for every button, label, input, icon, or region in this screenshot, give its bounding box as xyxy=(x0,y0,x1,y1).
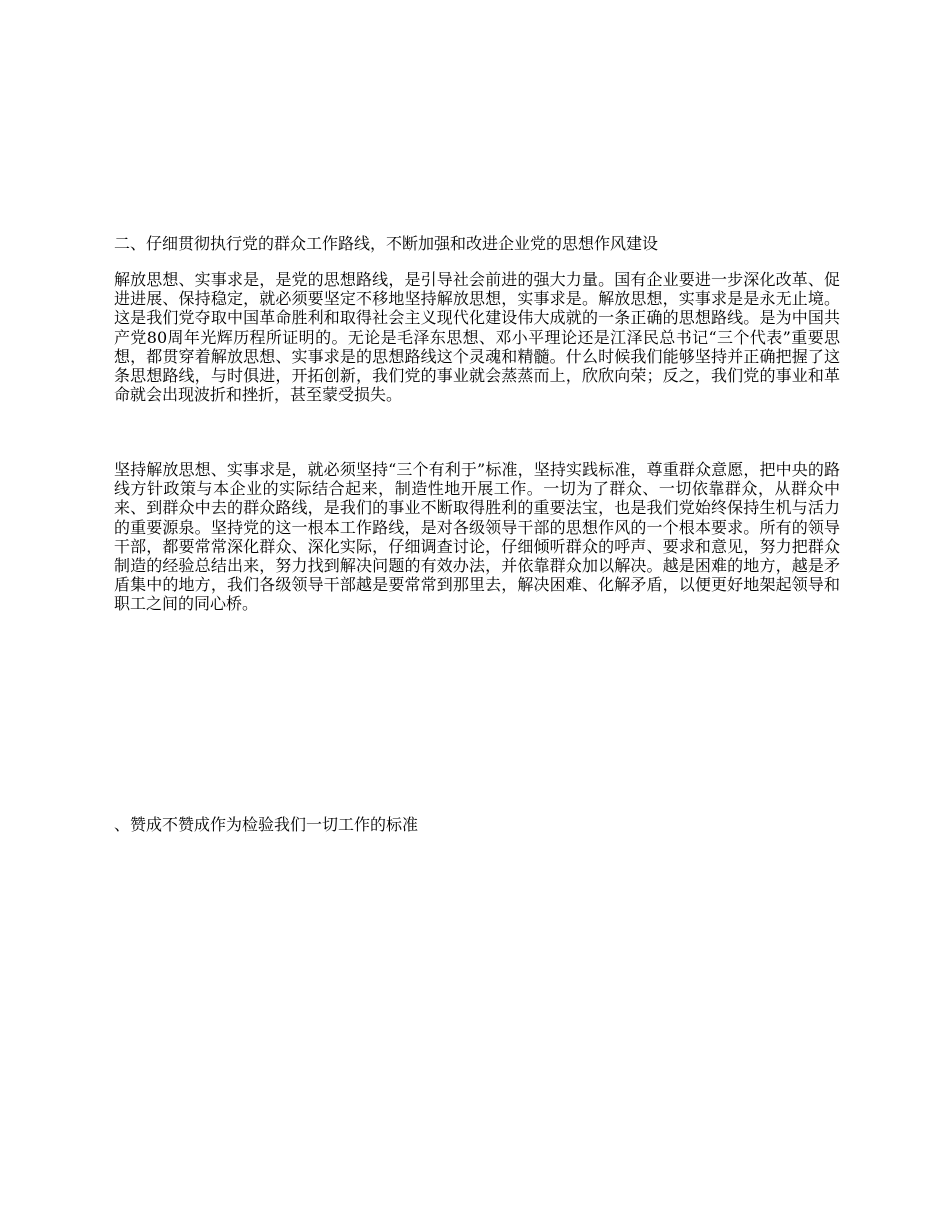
paragraph-1: 解放思想、实事求是，是党的思想路线，是引导社会前进的强大力量。国有企业要进一步深化改革、促进进展、保持稳定，就必须要坚定不移地坚持解放思想，实事求是。解放思想，实事求是是永无止境。这是我们党夺取中国革命胜利和取得社会主义现代化建设伟大成就的一条正确的思想路线。是为中国共产党80周年光辉历程所证明的。无论是毛泽东思想、邓小平理论还是江泽民总书记“三个代表”重要思想，都贯穿着解放思想、实事求是的思想路线这个灵魂和精髓。什么时候我们能够坚持并正确把握了这条思想路线，与时俱进，开拓创新，我们党的事业就会蒸蒸而上，欣欣向荣；反之，我们党的事业和革命就会出现波折和挫折，甚至蒙受损失。 xyxy=(114,270,840,405)
paragraph-2: 坚持解放思想、实事求是，就必须坚持“三个有利于”标准，坚持实践标准，尊重群众意愿，把中央的路线方针政策与本企业的实际结合起来，制造性地开展工作。一切为了群众、一切依靠群众，从群众中来、到群众中去的群众路线，是我们的事业不断取得胜利的重要法宝，也是我们党始终保持生机与活力的重要源泉。坚持党的这一根本工作路线，是对各级领导干部的思想作风的一个根本要求。所有的领导干部，都要常常深化群众、深化实际，仔细调查讨论，仔细倾听群众的呼声、要求和意见，努力把群众制造的经验总结出来，努力找到解决问题的有效办法，并依靠群众加以解决。越是困难的地方，越是矛盾集中的地方，我们各级领导干部越是要常常到那里去，解决困难、化解矛盾，以便更好地架起领导和职工之间的同心桥。 xyxy=(114,460,840,614)
subheading: 、赞成不赞成作为检验我们一切工作的标准 xyxy=(114,815,419,834)
section-heading: 二、仔细贯彻执行党的群众工作路线，不断加强和改进企业党的思想作风建设 xyxy=(114,234,659,253)
